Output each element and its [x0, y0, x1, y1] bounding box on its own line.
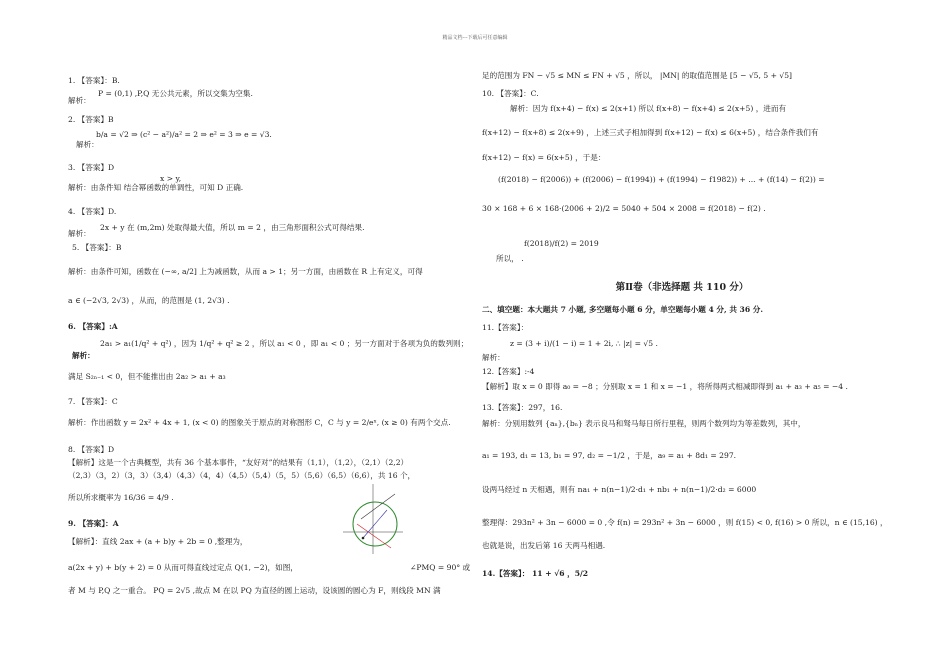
q8-analysis-line2: （2,3）（3，2）（3，3）（3,4）（4,3）（4，4）（4,5）（5,4）（5，5）（5,6）（6,5）（6,6），共 16 个， [68, 471, 416, 480]
fill-in-instructions: 二、填空题：本大题共 7 小题, 多空题每小题 6 分，单空题每小题 4 分, 共 36 分. [482, 305, 764, 314]
q10-analysis-line2: f(x+12) − f(x+8) ≤ 2(x+9) ，上述三式子相加得到 f(x+12) − f(x) ≤ 6(x+5) ，结合条件我们有 [482, 128, 819, 137]
q7-answer: 7. 【答案】：C [68, 397, 118, 406]
line-l [361, 494, 395, 519]
point-m [362, 537, 365, 540]
circle-diagram [343, 484, 405, 556]
q9-angle: ∠PMQ = 90° 或 [410, 563, 471, 572]
q11-analysis-label: 解析： [482, 353, 505, 362]
q6-formula: 2a₁ > a₁(1/q² + q²) ，因为 1/q² + q² ≥ 2 ，所以 a₁ < 0 ，即 a₁ < 0 ；另一方面对于各项为负的数列则； [100, 339, 469, 348]
section-title: 第Ⅱ卷（非选择题 共 110 分） [615, 282, 749, 293]
line-pq [357, 524, 391, 548]
q9-analysis-line2: a(2x + y) + b(y + 2) = 0 从而可得直线过定点 Q(1, −2)，如图， [68, 563, 298, 572]
q8-probability: 所以所求概率为 16/36 = 4/9 . [68, 493, 174, 502]
q6-analysis-label: 解析： [72, 351, 95, 360]
q8-analysis-line1: 【解析】这是一个古典概型，共有 36 个基本事件，“友好对”的结果有（1,1），（1,2），（2,1）（2,2） [68, 458, 409, 467]
q13-analysis-line3: 整理得：293n² + 3n − 6000 = 0 ,令 f(n) = 293n² + 3n − 6000 ，则 f(15) < 0, f(16) > 0 所以，n ∈ (15,16) ， [482, 518, 888, 527]
q8-answer: 8. 【答案】D [68, 445, 115, 454]
q1-analysis-label: 解析： [68, 96, 91, 105]
q5-analysis: 解析：由条件可知，函数在 (−∞, a/2] 上为减函数，从而 a > 1；另一方面，由函数在 R 上有定义，可得 [68, 267, 423, 276]
q3-analysis: 解析：由条件知 结合幂函数的单调性，可知 D 正确. [68, 183, 244, 192]
q5-answer: 5. 【答案】：B [72, 243, 122, 252]
q13-equation: 设两马经过 n 天相遇，则有 na₁ + n(n−1)/2·d₁ + nb₁ + n(n−1)/2·d₂ = 6000 [482, 485, 757, 494]
q7-analysis: 解析：作出函数 y = 2x² + 4x + 1, (x < 0) 的图象关于原点的对称图形 C，C 与 y = 2/eˣ, (x ≥ 0) 有两个交点. [68, 418, 451, 427]
q4-analysis-label: 解析： [68, 229, 91, 238]
q13-answer: 13.【答案】：297，16. [482, 403, 563, 412]
q4-answer: 4. 【答案】D. [68, 207, 117, 216]
q10-analysis-line1: 解析：因为 f(x+4) − f(x) ≤ 2(x+1) 所以 f(x+8) − f(x+4) ≤ 2(x+5) ，进而有 [510, 104, 787, 113]
page-header: 精品文档---下载后可任意编辑 [442, 35, 508, 41]
q10-computation: 30 × 168 + 6 × 168·(2006 + 2)/2 = 5040 + 504 × 2008 = f(2018) − f(2) . [482, 204, 766, 213]
q12-answer: 12.【答案】:-4 [482, 367, 535, 376]
q6-conclusion: 满足 S₂ₙ₋₁ < 0，但不能推出由 2a₂ > a₁ + a₃ [68, 372, 226, 381]
q9-analysis-line3: 者 M 与 P,Q 之一重合。 PQ = 2√5 ,故点 M 在以 PQ 为直径的圆上运动，设该圆的圆心为 F，则线段 MN 满 [68, 586, 441, 595]
q14-answer: 14.【答案】： 11 + √6 ，5/2 [482, 569, 589, 578]
q1-answer: 1. 【答案】：B. [68, 76, 120, 85]
q10-conclusion: 所以， . [496, 254, 524, 263]
q2-formula: b/a = √2 ⇒ (c² − a²)/a² = 2 ⇒ e² = 3 ⇒ e = √3. [96, 130, 272, 139]
q12-analysis: 【解析】取 x = 0 即得 a₀ = −8 ；分别取 x = 1 和 x = −1 ，将所得两式相减即得到 a₁ + a₃ + a₅ = −4 . [482, 382, 848, 391]
q5-range: a ∈ (−2√3, 2√3) ，从而，的范围是 (1, 2√3) . [68, 296, 230, 305]
q1-formula: P = (0,1) ,P,Q 无公共元素，所以交集为空集. [98, 89, 253, 98]
q10-ratio: f(2018)/f(2) = 2019 [524, 239, 599, 248]
q4-analysis: 2x + y 在 (m,2m) 处取得最大值，所以 m = 2 ，由三角形面积公式可得结果. [100, 223, 365, 232]
q9-answer: 9. 【答案】：A [68, 519, 119, 528]
q10-telescoping-sum: (f(2018) − f(2006)) + (f(2006) − f(1994)) + (f(1994) − f1982)) + ... + (f(14) − f(2)) = [498, 175, 825, 184]
q11-answer: 11.【答案】： [482, 323, 529, 332]
q10-answer: 10. 【答案】：C. [482, 89, 539, 98]
q9-range: 足的范围为 FN − √5 ≤ MN ≤ FN + √5 ，所以， |MN| 的取值范围是 [5 − √5, 5 + √5] [482, 71, 792, 80]
q3-condition: x > y, [160, 174, 182, 183]
q9-analysis-line1: 【解析】：直线 2ax + (a + b)y + 2b = 0 ,整理为， [68, 537, 248, 546]
q13-conclusion: 也就是说，出发后第 16 天两马相遇. [482, 541, 606, 550]
q6-answer: 6. 【答案】:A [68, 322, 118, 331]
q13-analysis-line1: 解析：分别用数列 {aₙ},{bₙ} 表示良马和驽马每日所行里程，则两个数列均为等差数列，其中， [482, 419, 806, 428]
q13-analysis-line2: a₁ = 193, d₁ = 13, b₁ = 97, d₂ = −1/2 ，于是，a₉ = a₁ + 8d₁ = 297. [482, 451, 737, 460]
line-mn [363, 510, 387, 538]
q2-answer: 2. 【答案】B [68, 115, 114, 124]
q2-analysis-label: 解析： [76, 140, 99, 149]
q10-analysis-line3: f(x+12) − f(x) = 6(x+5) ，于是： [482, 153, 606, 162]
q3-answer: 3. 【答案】D [68, 163, 115, 172]
q11-formula: z = (3 + i)/(1 − i) = 1 + 2i, ∴ |z| = √5 . [510, 339, 658, 348]
